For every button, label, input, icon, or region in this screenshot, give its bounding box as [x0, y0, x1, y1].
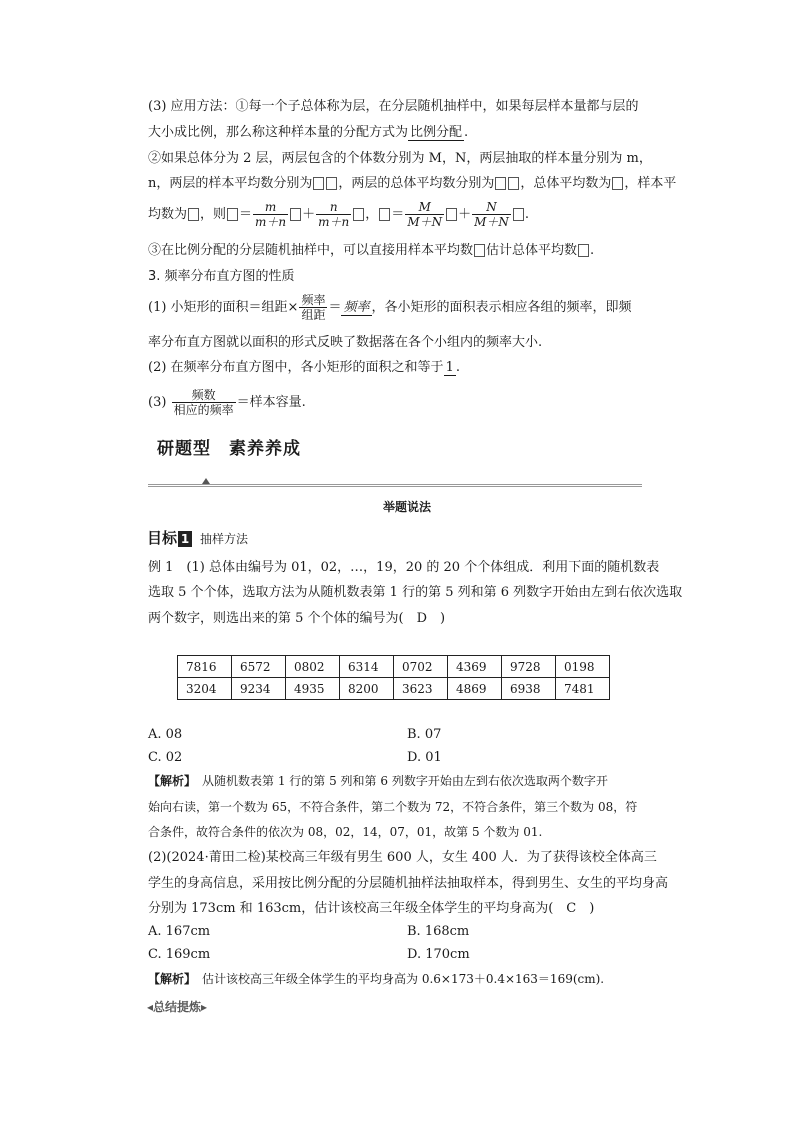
ex1-q2-line3: 分别为 173cm 和 163cm，估计该校高三年级全体学生的平均身高为( C ): [148, 901, 595, 916]
table-row: [178, 656, 610, 678]
para-3-line2: [148, 124, 468, 142]
formula-image: [379, 208, 390, 221]
formula-image: [290, 208, 301, 221]
ex1-q1-line2: 选取 5 个个体，选取方法为从随机数表第 1 行的第 5 列和第 6 列数字开始由左到右依次选取: [148, 585, 683, 600]
solution-label: 【解析】: [148, 972, 191, 986]
para-3-line1: (3) 应用方法：①每一个子总体称为层，在分层随机抽样中，如果每层样本量都与层的: [148, 99, 639, 114]
text: .: [464, 125, 469, 140]
prop-2: [148, 359, 460, 377]
table-cell: 9234: [232, 678, 286, 700]
formula-image: [446, 208, 457, 221]
fraction: [299, 293, 327, 322]
prop-1-line1: [148, 290, 632, 326]
denominator: m＋n: [318, 215, 350, 229]
numerator: 频率: [301, 293, 326, 307]
text: (2) 在频率分布直方图中，各小矩形的面积之和等于: [148, 360, 444, 375]
ex1-q1-line1: 例 1 (1) 总体由编号为 01，02，…，19，20 的 20 个个体组成．利用下面的随机数表: [148, 560, 660, 575]
option-b: B. 168cm: [407, 924, 470, 939]
table-cell: 7816: [178, 656, 232, 678]
text: 均数为: [148, 207, 188, 222]
solution-label: 【解析】: [148, 774, 191, 788]
goal-label: [147, 527, 248, 548]
formula-image: [313, 177, 324, 190]
ex1-q2-line2: 学生的身高信息，采用按比例分配的分层随机抽样法抽取样本，得到男生、女生的平均身高: [148, 876, 669, 891]
text: .: [455, 360, 460, 375]
fraction: [172, 388, 236, 417]
section-title: 研题型 素养养成: [157, 439, 301, 459]
text: (3): [148, 395, 167, 410]
goal-topic: 抽样方法: [200, 532, 249, 546]
subsection-title: 举题说法: [383, 500, 432, 514]
fraction: [472, 200, 511, 229]
text: ③在比例分配的分层随机抽样中，可以直接用样本平均数: [148, 243, 474, 258]
table-cell: 4869: [448, 678, 502, 700]
text: ，两层的总体平均数分别为: [338, 176, 495, 191]
denominator: 相应的频率: [173, 403, 234, 417]
text: ，: [365, 207, 379, 222]
table-cell: 6572: [232, 656, 286, 678]
numerator: 频数: [172, 388, 236, 403]
para-2-line3: [148, 200, 529, 229]
denominator: M＋N: [407, 215, 443, 229]
fraction: [316, 200, 351, 229]
text: ＝: [239, 207, 253, 222]
text: ＋: [458, 207, 472, 222]
text: 估计该校高三年级全体学生的平均身高为 0.6×173＋0.4×163＝169(cm).: [202, 972, 605, 986]
solution-1-line2: 始向右读，第一个数为 65，不符合条件，第二个数为 72，不符合条件，第三个数为 08，符: [148, 800, 638, 814]
formula-image: [513, 208, 524, 221]
text: 估计总体平均数: [486, 243, 578, 258]
divider: [148, 486, 642, 487]
numerator: n: [316, 200, 351, 215]
formula-image: [474, 244, 485, 257]
text: ，则: [200, 207, 227, 222]
table-cell: 3623: [394, 678, 448, 700]
table-cell: 6314: [340, 656, 394, 678]
denominator: 组距: [301, 308, 326, 322]
text: 从随机数表第 1 行的第 5 列和第 6 列数字开始由左到右依次选取两个数字开: [202, 774, 608, 788]
formula-image: [495, 177, 506, 190]
text: ，样本平: [624, 176, 677, 191]
text: ＝样本容量.: [236, 395, 306, 410]
para-2-line2: [148, 175, 676, 193]
numerator: N: [472, 200, 511, 215]
denominator: M＋N: [474, 215, 509, 229]
text: (1) 小矩形的面积＝组距×: [148, 300, 299, 315]
solution-2: [148, 970, 604, 988]
text: .: [590, 243, 595, 258]
table-cell: 8200: [340, 678, 394, 700]
denominator: m＋n: [255, 215, 287, 229]
formula-image: [188, 208, 199, 221]
ex1-q2-line1: (2)(2024·莆田二检)某校高三年级有男生 600 人，女生 400 人．为了获得该校全体高三: [148, 850, 657, 865]
para-2-line1: ②如果总体分为 2 层，两层包含的个体数分别为 M，N，两层抽取的样本量分别为 m，: [148, 151, 652, 166]
text: .: [524, 207, 530, 222]
fraction: [253, 200, 288, 229]
option-c: C. 169cm: [148, 947, 211, 962]
answer-blank: 比例分配: [410, 125, 463, 140]
table-cell: 4935: [286, 678, 340, 700]
formula-image: [612, 177, 623, 190]
text: n，两层的样本平均数分别为: [148, 176, 313, 191]
heading-3: 3. 频率分布直方图的性质: [148, 269, 295, 284]
formula-image: [353, 208, 364, 221]
goal-label-text: 目标: [147, 529, 178, 547]
option-a: A. 167cm: [148, 924, 211, 939]
option-a: A. 08: [148, 727, 183, 742]
table-row: [178, 678, 610, 700]
random-number-table: [177, 655, 610, 700]
text: 大小成比例，那么称这种样本量的分配方式为: [148, 125, 409, 140]
text: ＝: [391, 207, 405, 222]
table-cell: 3204: [178, 678, 232, 700]
table-cell: 0198: [556, 656, 610, 678]
prop-3: [148, 385, 306, 421]
option-c: C. 02: [148, 750, 183, 765]
table-cell: 0802: [286, 656, 340, 678]
answer-blank: 频率: [343, 300, 370, 315]
goal-number: 1: [178, 531, 192, 547]
text: ，各小矩形的面积表示相应各组的频率，即频: [371, 300, 632, 315]
option-d: D. 01: [407, 750, 442, 765]
formula-image: [508, 177, 519, 190]
text: ，总体平均数为: [520, 176, 612, 191]
ex1-q1-line3: 两个数字，则选出来的第 5 个个体的编号为( D ): [148, 611, 446, 626]
formula-image: [578, 244, 589, 257]
table-cell: 4369: [448, 656, 502, 678]
triangle-marker-icon: [202, 478, 210, 484]
text: ＋: [302, 207, 316, 222]
table-cell: 0702: [394, 656, 448, 678]
formula-image: [326, 177, 337, 190]
table-cell: 7481: [556, 678, 610, 700]
summary-label: ◂总结提炼▸: [147, 1000, 208, 1014]
option-b: B. 07: [407, 727, 442, 742]
para-3c: [148, 242, 594, 260]
table-cell: 9728: [502, 656, 556, 678]
fraction: [405, 200, 444, 229]
text: ＝: [328, 300, 342, 315]
prop-1-line2: 率分布直方图就以面积的形式反映了数据落在各个小组内的频率大小.: [148, 335, 543, 350]
divider: [148, 484, 642, 485]
numerator: M: [405, 200, 444, 215]
answer-blank: 1: [445, 360, 454, 375]
table-cell: 6938: [502, 678, 556, 700]
option-d: D. 170cm: [407, 947, 470, 962]
solution-1-line3: 合条件，故符合条件的依次为 08，02，14，07，01，故第 5 个数为 01.: [148, 825, 543, 839]
formula-image: [227, 208, 238, 221]
solution-1-line1: [148, 772, 608, 790]
numerator: m: [253, 200, 288, 215]
